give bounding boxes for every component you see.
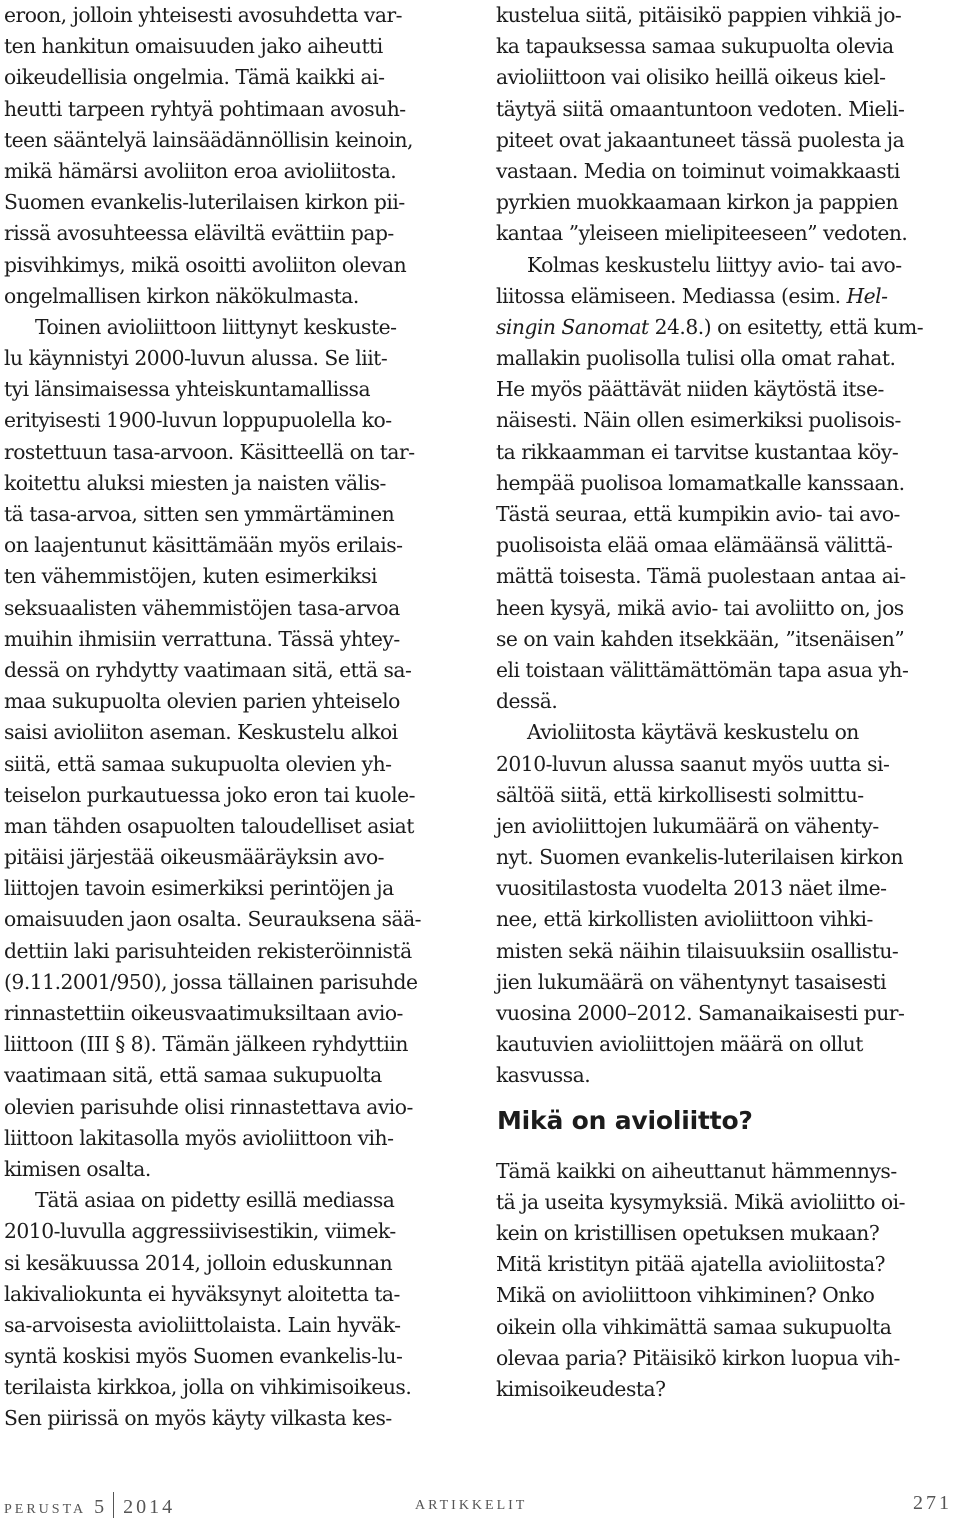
text-line: sältöä siitä, että kirkollisesti solmittu- [496, 782, 864, 807]
footer-journal: perusta 5 [4, 1496, 108, 1518]
text-line: dettiin laki parisuhteiden rekisteröinnistä [4, 938, 412, 963]
text-line: misten sekä näihin tilaisuuksiin osallistu- [496, 938, 899, 963]
text-line: eli toistaan välittämättömän tapa asua yh- [496, 657, 909, 682]
text-line: vuositilastosta vuodelta 2013 näet ilme- [496, 876, 887, 901]
text-line: se on vain kahden itsekkään, ”itsenäisen” [496, 626, 905, 651]
paragraph [496, 250, 958, 718]
text-line: pitäisi järjestää oikeusmääräyksin avo- [4, 845, 385, 870]
text-line: Tämä kaikki on aiheuttanut hämmennys- [496, 1158, 897, 1183]
section-paragraph [496, 1156, 958, 1406]
text-line: jen avioliittojen lukumäärä on vähenty- [496, 813, 879, 838]
paragraph [496, 0, 958, 250]
text-line: kimisoikeudesta? [496, 1376, 666, 1401]
italic-title: Hel- [846, 283, 888, 308]
text-line: singin Sanomat 24.8.) on esitetty, että kum- [496, 314, 924, 339]
text-line: koitettu aluksi miesten ja naisten välis- [4, 470, 386, 495]
paragraph [4, 0, 466, 312]
footer-journal-info [4, 1492, 175, 1519]
text-line: kein on kristillisen opetuksen mukaan? [496, 1220, 880, 1245]
text-line: He myös päättävät niiden käytöstä itse- [496, 377, 884, 402]
text-line: 2010-luvun alussa saanut myös uutta si- [496, 751, 890, 776]
text-line: kautuvien avioliittojen määrä on ollut [496, 1032, 863, 1057]
text-line: liittojen tavoin esimerkiksi perintöjen ja [4, 876, 394, 901]
footer-page-number: 271 [913, 1492, 952, 1514]
text-line: ta rikkaamman ei tarvitse kustantaa köy- [496, 439, 899, 464]
page-footer [4, 1492, 952, 1522]
text-line: ten hankitun omaisuuden jako aiheutti [4, 34, 383, 59]
text-line: dessä. [496, 689, 558, 714]
right-column-body [496, 0, 958, 1092]
text-line: muihin ihmisiin verrattuna. Tässä yhtey- [4, 626, 400, 651]
text-line: heutti tarpeen ryhtyä pohtimaan avosuh- [4, 96, 406, 121]
text-line: vuosina 2000–2012. Samanaikaisesti pur- [496, 1001, 905, 1025]
text-line: olevien parisuhde olisi rinnastettava avio- [4, 1094, 413, 1119]
text-line: täytyä siitä omaantuntoon vedoten. Mieli- [496, 96, 905, 121]
text-line: rissä avosuhteessa eläviltä evättiin pap- [4, 221, 394, 246]
text-line: kantaa ”yleiseen mielipiteeseen” vedoten. [496, 221, 908, 246]
text-line: Tästä seuraa, että kumpikin avio- tai avo- [496, 502, 900, 526]
text-line: oikein olla vihkimättä samaa sukupuolta [496, 1314, 892, 1339]
text-line: Kolmas keskustelu liittyy avio- tai avo- [527, 252, 902, 277]
paragraph [4, 1185, 466, 1435]
text-line: rostettuun tasa-arvoon. Käsitteellä on tar- [4, 439, 415, 464]
text-line: näisesti. Näin ollen esimerkiksi puolisois- [496, 408, 901, 433]
text-line: mättä toisesta. Tämä puolestaan antaa ai- [496, 564, 906, 589]
text-line: ten vähemmistöjen, kuten esimerkiksi [4, 564, 378, 589]
text-line: liitossa elämiseen. Mediassa (esim. Hel- [496, 283, 888, 308]
text-line: saisi avioliiton aseman. Keskustelu alkoi [4, 720, 398, 745]
footer-section: artikkelit [415, 1492, 528, 1514]
text-line: teiselon purkautuessa joko eron tai kuole- [4, 782, 415, 807]
text-line: ka tapauksessa samaa sukupuolta olevia [496, 34, 894, 59]
text-line: man tähden osapuolten taloudelliset asiat [4, 813, 414, 838]
text-line: vastaan. Media on toiminut voimakkaasti [496, 158, 900, 183]
text-line: kimisen osalta. [4, 1156, 151, 1181]
text-line: nee, että kirkollisten avioliittoon vihki- [496, 907, 873, 932]
text-line: rinnastettiin oikeusvaatimuksiltaan avio- [4, 1001, 403, 1025]
text-line: on laajentunut käsittämään myös erilais- [4, 533, 403, 558]
text-line: siitä, että samaa sukupuolta olevien yh- [4, 751, 392, 776]
text-line: seksuaalisten vähemmistöjen tasa-arvoa [4, 595, 400, 620]
text-line: terilaista kirkkoa, jolla on vihkimisoikeus. [4, 1375, 412, 1400]
text-line: puolisoista elää omaa elämäänsä välittä- [496, 533, 893, 558]
text-line: Tätä asiaa on pidetty esillä mediassa [35, 1188, 395, 1213]
italic-title: singin Sanomat [496, 314, 649, 339]
text-line: omaisuuden jaon osalta. Seurauksena sää- [4, 907, 422, 932]
footer-divider [113, 1492, 114, 1518]
text-line: Avioliitosta käytävä keskustelu on [527, 720, 859, 745]
right-column [496, 0, 958, 1405]
text-line: oikeudellisia ongelmia. Tämä kaikki ai- [4, 65, 385, 90]
text-line: tyi länsimaisessa yhteiskuntamallissa [4, 377, 371, 402]
text-line: kustelua siitä, pitäisikö pappien vihkiä jo- [496, 3, 902, 27]
text-line: nyt. Suomen evankelis-luterilaisen kirkon [496, 845, 904, 870]
text-line: jien lukumäärä on vähentynyt tasaisesti [496, 969, 887, 994]
paragraph [496, 717, 958, 1091]
text-line: mikä hämärsi avoliiton eroa avioliitosta. [4, 158, 397, 183]
left-column [4, 0, 466, 1435]
text-line: ongelmallisen kirkon näkökulmasta. [4, 283, 359, 308]
text-line: teen sääntelyä lainsäädännöllisin keinoin, [4, 127, 413, 152]
text-line: Suomen evankelis-luterilaisen kirkon pii- [4, 190, 405, 215]
section-heading: Mikä on avioliitto? [497, 1105, 753, 1135]
text-line: liittoon lakitasolla myös avioliittoon vih- [4, 1125, 394, 1150]
text-line: syntä koskisi myös Suomen evankelis-lu- [4, 1344, 403, 1369]
text-line: pyrkien muokkaamaan kirkon ja pappien [496, 190, 899, 215]
footer-year: 2014 [123, 1496, 176, 1518]
text-line: olevaa paria? Pitäisikö kirkon luopua vih- [496, 1345, 900, 1370]
text-line: lakivaliokunta ei hyväksynyt aloitetta ta- [4, 1281, 400, 1306]
text-line: heen kysyä, mikä avio- tai avoliitto on, jos [496, 595, 904, 620]
text-line: (9.11.2001/950), jossa tällainen parisuhde [4, 969, 418, 994]
text-line: kasvussa. [496, 1063, 591, 1088]
text-line: mallakin puolisolla tulisi olla omat rahat. [496, 346, 896, 371]
text-line: vaatimaan sitä, että samaa sukupuolta [4, 1063, 382, 1088]
text-line: Mitä kristityn pitää ajatella avioliitosta? [496, 1252, 886, 1277]
text-line: tä ja useita kysymyksiä. Mikä avioliitto oi- [496, 1189, 905, 1214]
text-line: eroon, jolloin yhteisesti avosuhdetta var- [4, 3, 403, 27]
text-line: lu käynnistyi 2000-luvun alussa. Se liit- [4, 346, 388, 371]
text-line: piteet ovat jakaantuneet tässä puolesta ja [496, 127, 905, 152]
text-line: maa sukupuolta olevien parien yhteiselo [4, 689, 400, 714]
paragraph [4, 312, 466, 1185]
text-line: Toinen avioliittoon liittynyt keskuste- [35, 314, 397, 339]
text-line: si kesäkuussa 2014, jolloin eduskunnan [4, 1250, 393, 1275]
text-line: sa-arvoisesta avioliittolaista. Lain hyväk- [4, 1312, 401, 1337]
text-line: Mikä on avioliittoon vihkiminen? Onko [496, 1283, 875, 1308]
text-line: Sen piirissä on myös käyty vilkasta kes- [4, 1406, 392, 1431]
text-line: liittoon (III § 8). Tämän jälkeen ryhdyttiin [4, 1032, 408, 1057]
text-line: pisvihkimys, mikä osoitti avoliiton olevan [4, 252, 407, 277]
text-line: hempää puolisoa lomamatkalle kanssaan. [496, 470, 905, 495]
text-line: avioliittoon vai olisiko heillä oikeus kiel- [496, 65, 886, 90]
text-line: 2010-luvulla aggressiivisestikin, viimek- [4, 1219, 396, 1244]
text-line: erityisesti 1900-luvun loppupuolella ko- [4, 408, 392, 433]
text-line: tä tasa-arvoa, sitten sen ymmärtäminen [4, 502, 395, 526]
text-line: dessä on ryhdytty vaatimaan sitä, että sa- [4, 657, 412, 682]
